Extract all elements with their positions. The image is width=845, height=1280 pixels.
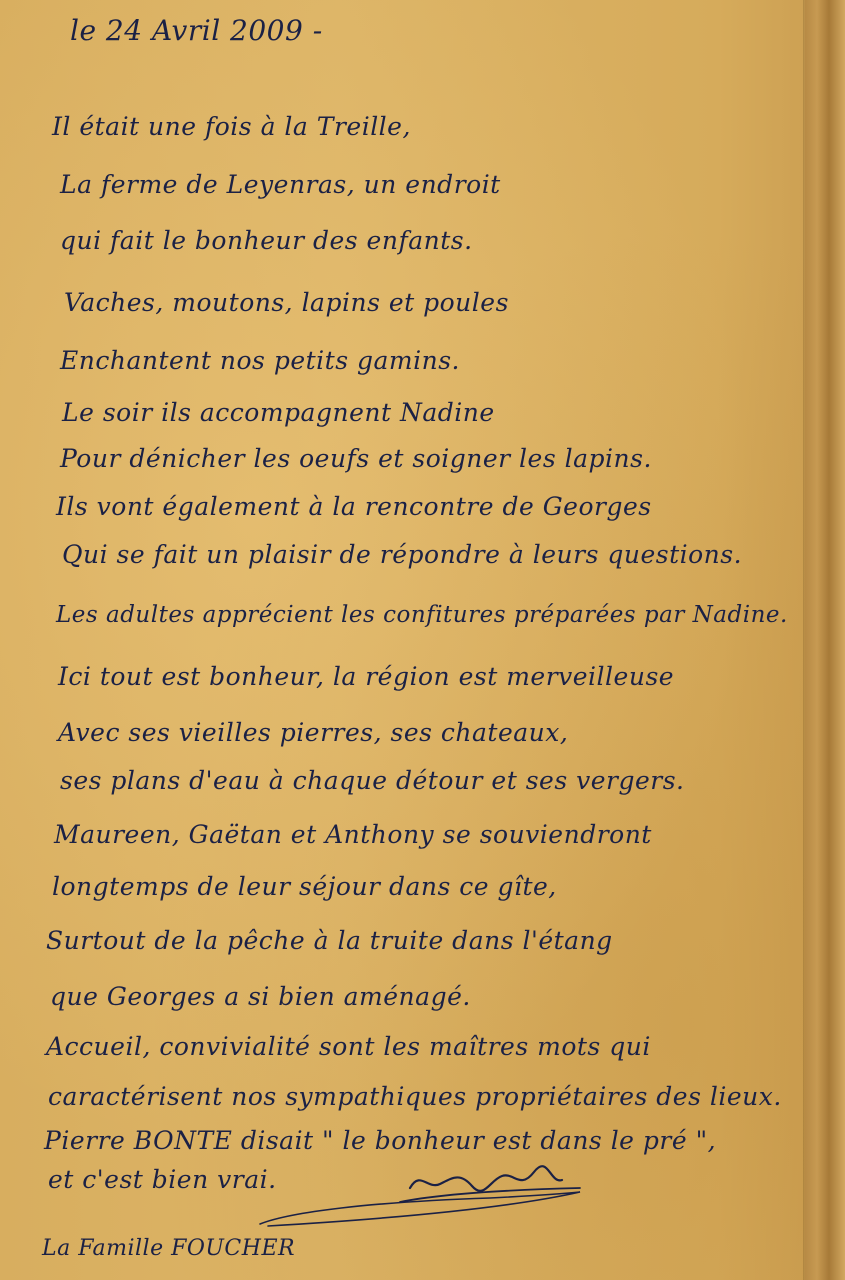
closing-line: et c'est bien vrai. — [48, 1165, 277, 1194]
text-line: qui fait le bonheur des enfants. — [60, 226, 473, 255]
text-line: Le soir ils accompagnent Nadine — [62, 398, 495, 427]
text-line: Accueil, convivialité sont les maîtres mots qui — [46, 1032, 651, 1061]
text-line: Pour dénicher les oeufs et soigner les lapins. — [60, 444, 652, 473]
text-line: que Georges a si bien aménagé. — [50, 982, 471, 1011]
text-line: Maureen, Gaëtan et Anthony se souviendront — [54, 820, 652, 849]
text-line: Ils vont également à la rencontre de Georges — [56, 492, 652, 521]
handwritten-signature — [250, 1150, 590, 1240]
text-line: La ferme de Leyenras, un endroit — [60, 170, 501, 199]
text-line: longtemps de leur séjour dans ce gîte, — [52, 872, 557, 901]
text-line: ses plans d'eau à chaque détour et ses vergers. — [60, 766, 685, 795]
text-line: Avec ses vieilles pierres, ses chateaux, — [58, 718, 569, 747]
text-line: Ici tout est bonheur, la région est merveilleuse — [58, 662, 675, 691]
family-signature: La Famille FOUCHER — [42, 1236, 296, 1261]
text-line: caractérisent nos sympathiques propriétaires des lieux. — [48, 1082, 782, 1111]
text-line: Surtout de la pêche à la truite dans l'étang — [46, 926, 613, 955]
text-line: Vaches, moutons, lapins et poules — [64, 288, 509, 317]
entry-date: le 24 Avril 2009 - — [70, 14, 323, 47]
text-line: Les adultes apprécient les confitures préparées par Nadine. — [56, 602, 788, 628]
text-line: Qui se fait un plaisir de répondre à leurs questions. — [62, 540, 743, 569]
text-line: Pierre BONTE disait " le bonheur est dans le pré ", — [44, 1126, 717, 1155]
text-line: Il était une fois à la Treille, — [52, 112, 411, 141]
notebook-spine — [805, 0, 845, 1280]
text-line: Enchantent nos petits gamins. — [60, 346, 460, 375]
